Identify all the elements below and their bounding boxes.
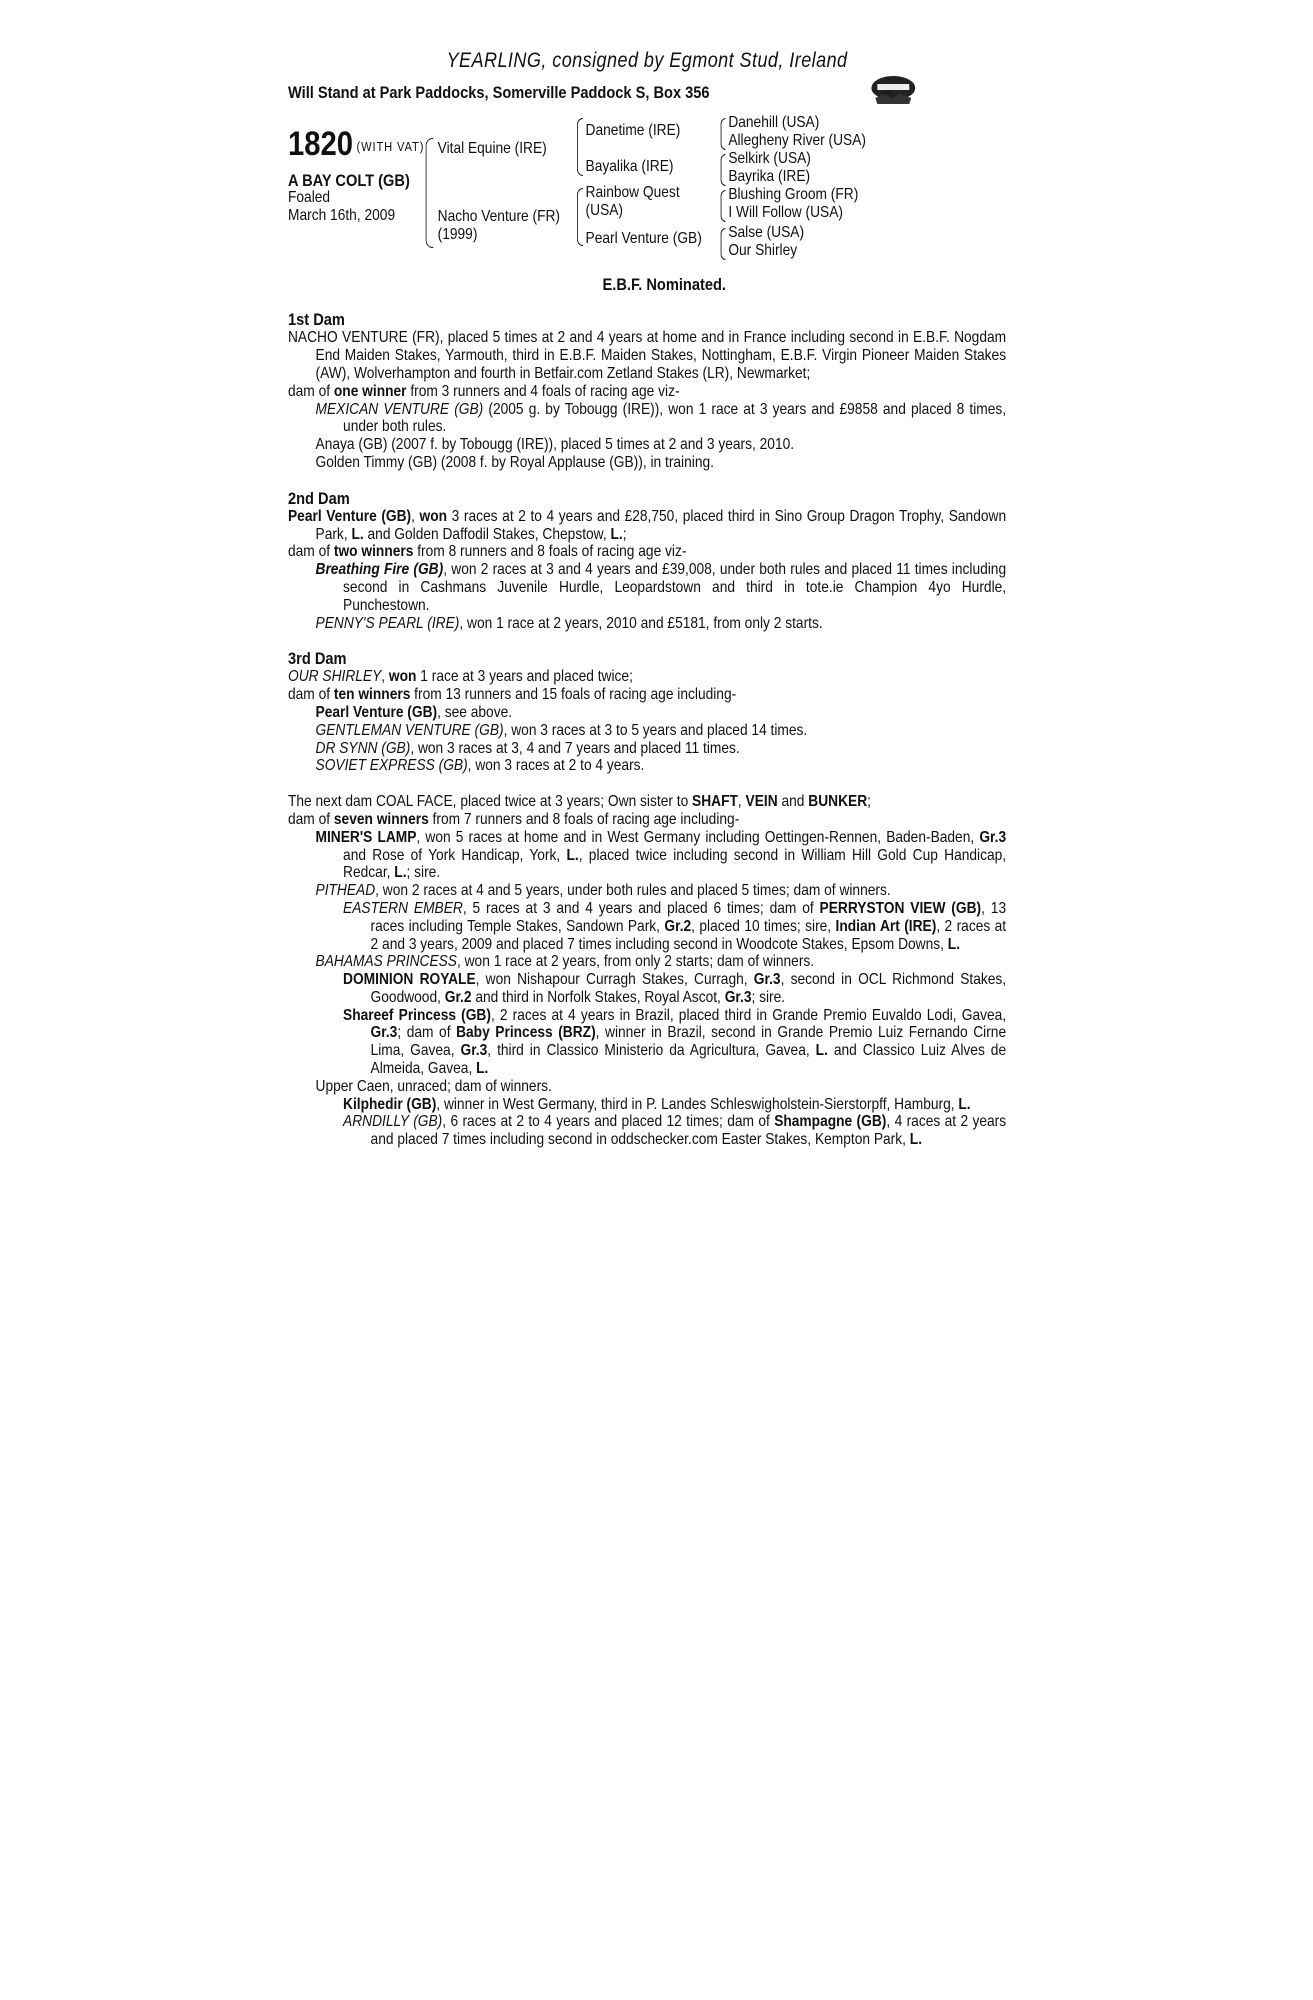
first-dam-heading: 1st Dam: [288, 310, 345, 330]
pedigree-brace: [426, 138, 434, 248]
produce-entry: Shareef Princess (GB), 2 races at 4 years in Brazil, placed third in Grande Premio Euvaldo Lodi, Gavea, Gr.3; dam of Baby Princess (BRZ), winner in Brazil, second in Grande Premio Luiz Fernando Cirne Lima, Gavea, Gr.3, third in Classico Ministerio da Agricultura, Gavea, L. and Classico Luiz Alves de Almeida, Gavea, L.: [343, 1006, 1007, 1078]
pedigree-sdd: Bayrika (IRE): [728, 167, 811, 185]
pedigree-ddd: Our Shirley: [728, 241, 798, 259]
pedigree-sire-dam: Bayalika (IRE): [585, 157, 674, 175]
ebf-nominated: E.B.F. Nominated.: [602, 274, 726, 294]
stand-location: Will Stand at Park Paddocks, Somerville Paddock S, Box 356: [288, 82, 710, 102]
pedigree-sss: Danehill (USA): [728, 113, 820, 131]
pedigree-dsd: I Will Follow (USA): [728, 203, 843, 221]
produce-entry: Pearl Venture (GB), see above.: [315, 703, 513, 721]
pedigree-sds: Selkirk (USA): [728, 149, 811, 167]
first-dam-produce-line: dam of one winner from 3 runners and 4 foals of racing age viz-: [288, 382, 680, 400]
produce-entry: PITHEAD, won 2 races at 4 and 5 years, under both rules and placed 5 times; dam of winners.: [315, 882, 891, 900]
pedigree-dss: Blushing Groom (FR): [728, 185, 859, 203]
lot-number: 1820: [288, 124, 354, 163]
pedigree-brace: [721, 228, 726, 260]
produce-entry: Upper Caen, unraced; dam of winners.: [315, 1077, 552, 1095]
pedigree-dds: Salse (USA): [728, 223, 805, 241]
page-title: YEARLING, consigned by Egmont Stud, Ireland: [446, 49, 848, 72]
pedigree-dam-name: Nacho Venture (FR): [437, 207, 561, 225]
third-dam-heading: 3rd Dam: [288, 649, 347, 669]
produce-entry: PENNY'S PEARL (IRE), won 1 race at 2 years, 2010 and £5181, from only 2 starts.: [315, 614, 823, 632]
pedigree-brace: [721, 154, 726, 186]
stud-logo-icon: [869, 72, 917, 108]
produce-entry: ARNDILLY (GB), 6 races at 2 to 4 years and placed 12 times; dam of Shampagne (GB), 4 races at 2 years and placed 7 times including second in oddschecker.com Easter Stakes, Kempton Park, L.: [343, 1113, 1007, 1149]
pedigree-dam-dam: Pearl Venture (GB): [585, 229, 702, 247]
second-dam-produce-line: dam of two winners from 8 runners and 8 foals of racing age viz-: [288, 543, 687, 561]
produce-entry: MEXICAN VENTURE (GB) (2005 g. by Tobougg (IRE)), won 1 race at 3 years and £9858 and placed 8 times, under both rules.: [315, 400, 1007, 436]
produce-entry: DR SYNN (GB), won 3 races at 3, 4 and 7 years and placed 11 times.: [315, 739, 740, 757]
third-dam-section: [288, 650, 1006, 775]
second-dam-intro: Pearl Venture (GB), won 3 races at 2 to 4 years and £28,750, placed third in Sino Group Dragon Trophy, Sandown Park, L. and Golden Daffodil Stakes, Chepstow, L.;: [288, 507, 1007, 543]
produce-entry: MINER'S LAMP, won 5 races at home and in West Germany including Oettingen-Rennen, Baden-Baden, Gr.3 and Rose of York Handicap, York, L., placed twice including second in William Hill Gold Cup Handicap, Redcar, L.; sire.: [315, 828, 1007, 882]
pedigree-sire: Vital Equine (IRE): [437, 139, 547, 157]
produce-entry: BAHAMAS PRINCESS, won 1 race at 2 years, from only 2 starts; dam of winners.: [315, 953, 815, 971]
first-dam-intro: NACHO VENTURE (FR), placed 5 times at 2 and 4 years at home and in France including second in E.B.F. Nogdam End Maiden Stakes, Yarmouth, third in E.B.F. Maiden Stakes, Nottingham, E.B.F. Virgin Pioneer Maiden Stakes (AW), Wolverhampton and fourth in Betfair.com Zetland Stakes (LR), Newmarket;: [288, 329, 1007, 382]
next-dam-produce-line: dam of seven winners from 7 runners and 8 foals of racing age including-: [288, 810, 740, 828]
pedigree-ssd: Allegheny River (USA): [728, 131, 866, 149]
second-dam-heading: 2nd Dam: [288, 488, 350, 508]
third-dam-intro: OUR SHIRLEY, won 1 race at 3 years and placed twice;: [288, 668, 633, 686]
produce-entry: Anaya (GB) (2007 f. by Tobougg (IRE)), placed 5 times at 2 and 3 years, 2010.: [315, 436, 795, 454]
pedigree-dam-year: (1999): [437, 225, 478, 243]
pedigree-block: [288, 113, 1006, 274]
produce-entry: EASTERN EMBER, 5 races at 3 and 4 years and placed 6 times; dam of PERRYSTON VIEW (GB), 13 races including Temple Stakes, Sandown Park, Gr.2, placed 10 times; sire, Indian Art (IRE), 2 races at 2 and 3 years, 2009 and placed 7 times including second in Woodcote Stakes, Epsom Downs, L.: [343, 899, 1007, 953]
next-dam-intro: The next dam COAL FACE, placed twice at 3 years; Own sister to SHAFT, VEIN and BUNKER;: [288, 793, 871, 811]
pedigree-brace: [721, 190, 726, 222]
produce-entry: Breathing Fire (GB), won 2 races at 3 and 4 years and £39,008, under both rules and placed 11 times including second in Cashmans Juvenile Hurdle, Leopardstown and third in tote.ie Champion 4yo Hurdle, Punchestown.: [315, 561, 1007, 614]
third-dam-produce-line: dam of ten winners from 13 runners and 15 foals of racing age including-: [288, 686, 737, 704]
pedigree-dam-sire-2: (USA): [585, 201, 624, 219]
produce-entry: Golden Timmy (GB) (2008 f. by Royal Applause (GB)), in training.: [315, 453, 714, 471]
foaled-label: Foaled: [288, 189, 331, 207]
pedigree-brace: [577, 118, 583, 176]
lot-description: A BAY COLT (GB): [288, 170, 410, 190]
produce-entry: SOVIET EXPRESS (GB), won 3 races at 2 to 4 years.: [315, 757, 645, 775]
foaled-date: March 16th, 2009: [288, 207, 396, 225]
second-dam-section: [288, 490, 1006, 633]
produce-entry: DOMINION ROYALE, won Nishapour Curragh Stakes, Curragh, Gr.3, second in OCL Richmond Stakes, Goodwood, Gr.2 and third in Norfolk Stakes, Royal Ascot, Gr.3; sire.: [343, 971, 1007, 1006]
pedigree-dam-sire-1: Rainbow Quest: [585, 183, 680, 201]
pedigree-brace: [721, 118, 726, 150]
first-dam-section: [288, 311, 1006, 471]
produce-entry: GENTLEMAN VENTURE (GB), won 3 races at 3 to 5 years and placed 14 times.: [315, 721, 808, 739]
catalogue-page: [288, 49, 1007, 1149]
lot-info: [288, 126, 424, 226]
produce-entry: Kilphedir (GB), winner in West Germany, third in P. Landes Schleswigholstein-Sierstorpff, Hamburg, L.: [343, 1095, 971, 1113]
pedigree-brace: [577, 188, 583, 246]
lot-vat: (WITH VAT): [356, 138, 425, 154]
pedigree-sire-sire: Danetime (IRE): [585, 121, 681, 139]
next-dam-section: [288, 793, 1006, 1149]
